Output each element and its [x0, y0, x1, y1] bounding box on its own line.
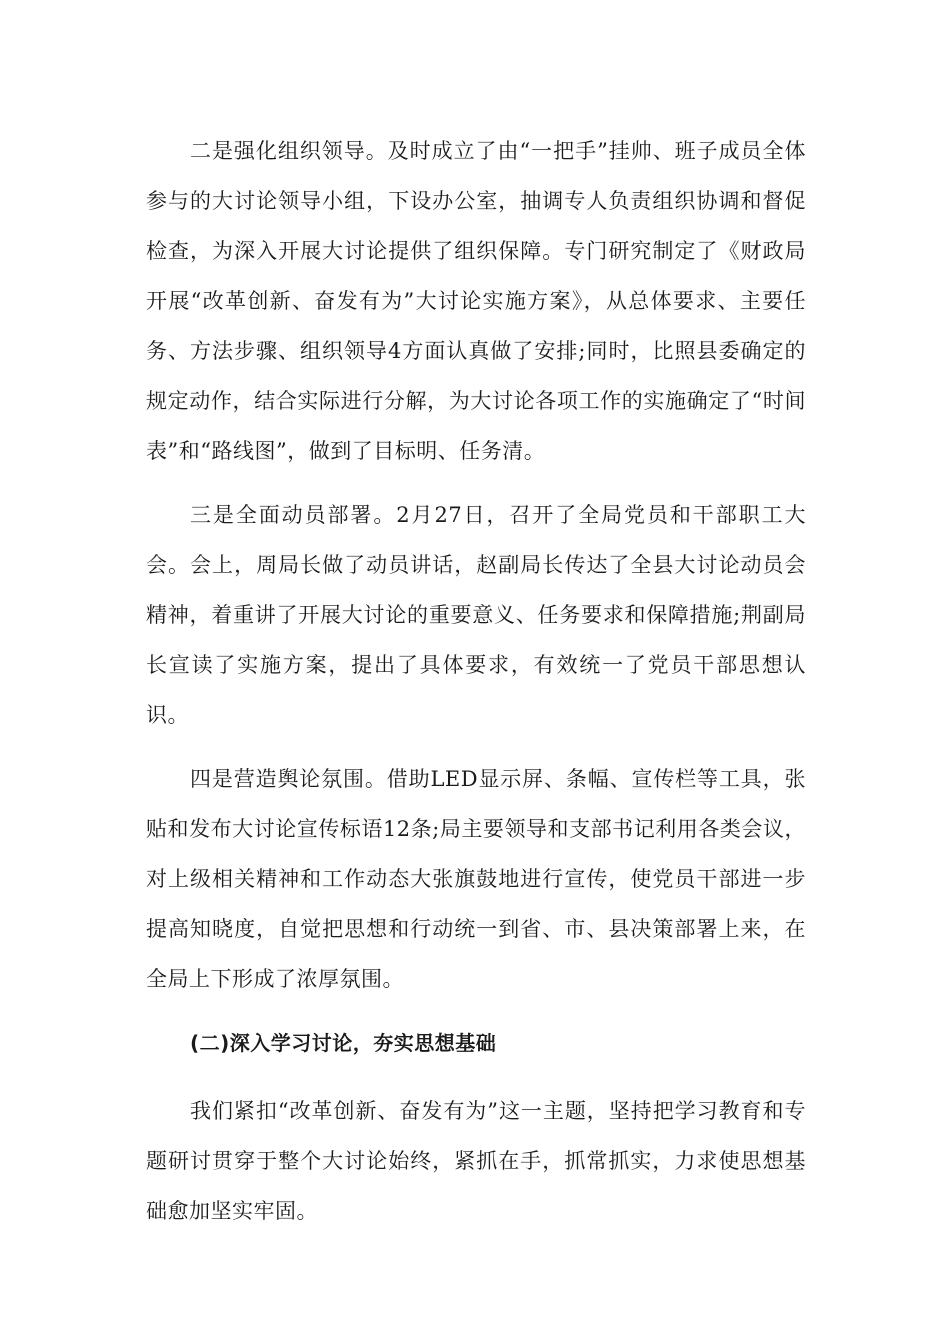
paragraph-public-opinion: 四是营造舆论氛围。借助LED显示屏、条幅、宣传栏等工具，张贴和发布大讨论宣传标语12条;局主要领导和支部书记利用各类会议，对上级相关精神和工作动态大张旗鼓地进行宣传，使党员干部进一步提高知晓度，自觉把思想和行动统一到省、市、县决策部署上来，在全局上下形成了浓厚氛围。	[146, 767, 806, 991]
paragraph-mobilization: 三是全面动员部署。2月27日，召开了全局党员和干部职工大会。会上，周局长做了动员讲话，赵副局长传达了全县大讨论动员会精神，着重讲了开展大讨论的重要意义、任务要求和保障措施;荆副局长宣读了实施方案，提出了具体要求，有效统一了党员干部思想认识。	[146, 503, 806, 727]
section-heading: (二)深入学习讨论，夯实思想基础	[190, 1031, 497, 1055]
document-body	[146, 126, 806, 1250]
paragraph-study-discussion: 我们紧扣“改革创新、奋发有为”这一主题，坚持把学习教育和专题研讨贯穿于整个大讨论始终，紧抓在手，抓常抓实，力求使思想基础愈加坚实牢固。	[146, 1099, 806, 1223]
paragraph-organization-leadership: 二是强化组织领导。及时成立了由“一把手”挂帅、班子成员全体参与的大讨论领导小组，下设办公室，抽调专人负责组织协调和督促检查，为深入开展大讨论提供了组织保障。专门研究制定了《财政局开展“改革创新、奋发有为”大讨论实施方案》，从总体要求、主要任务、方法步骤、组织领导4方面认真做了安排;同时，比照县委确定的规定动作，结合实际进行分解，为大讨论各项工作的实施确定了“时间表”和“路线图”，做到了目标明、任务清。	[146, 139, 806, 463]
